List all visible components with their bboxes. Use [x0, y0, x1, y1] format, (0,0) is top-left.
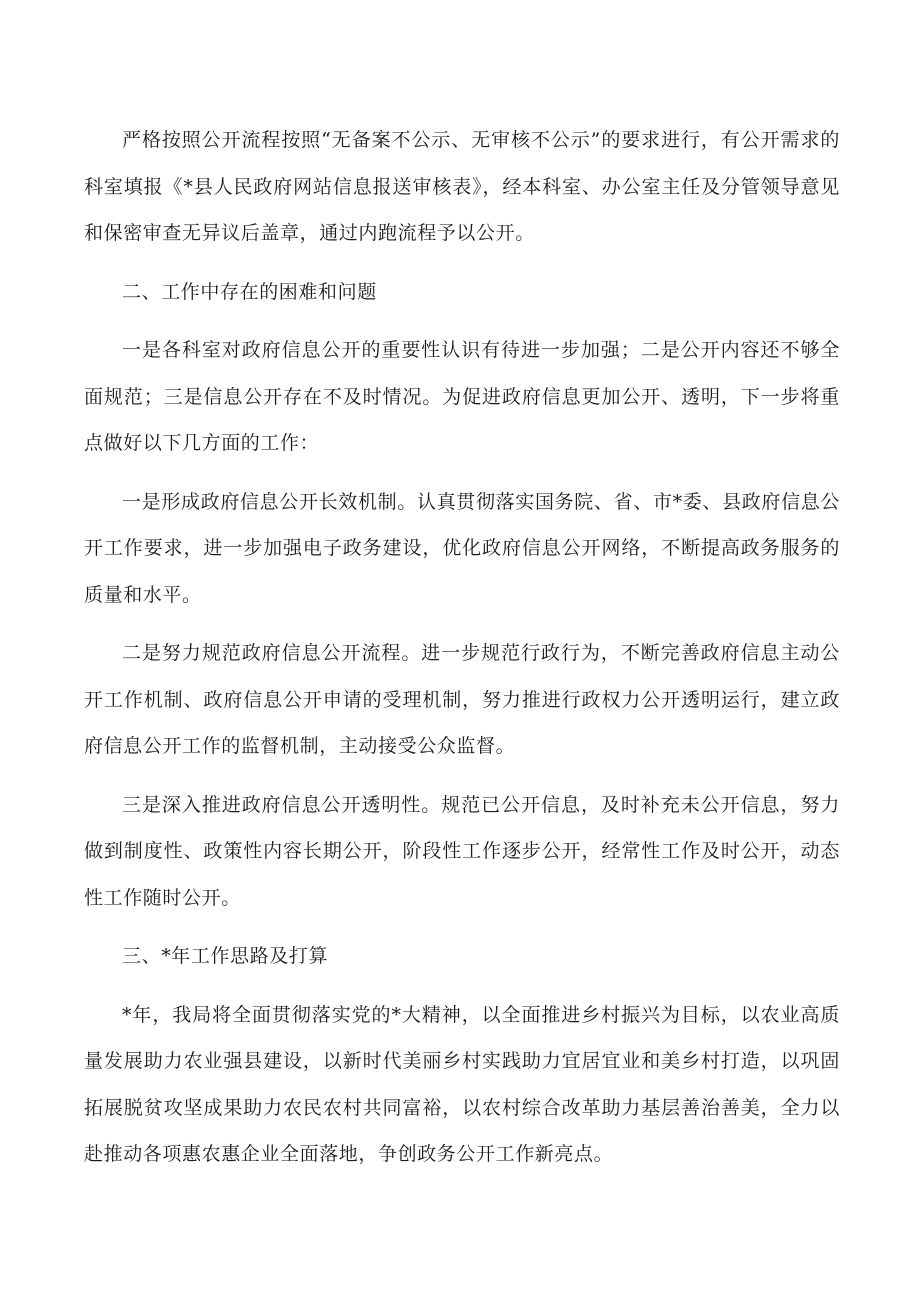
section-heading-difficulties: 二、工作中存在的困难和问题	[122, 280, 377, 303]
paragraph-problems: 一是各科室对政府信息公开的重要性认识有待进一步加强；二是公开内容还不够全面规范；三是信息公开存在不及时情况。为促进政府信息更加公开、透明，下一步将重点做好以下几方面的工作：	[84, 339, 840, 454]
paragraph-disclosure-process: 严格按照公开流程按照“无备案不公示、无审核不公示”的要求进行，有公开需求的科室填报《*县人民政府网站信息报送审核表》，经本科室、办公室主任及分管领导意见和保密审查无异议后盖章，通过内跑流程予以公开。	[84, 129, 840, 244]
paragraph-mechanism: 一是形成政府信息公开长效机制。认真贯彻落实国务院、省、市*委、县政府信息公开工作要求，进一步加强电子政务建设，优化政府信息公开网络，不断提高政务服务的质量和水平。	[84, 490, 840, 606]
paragraph-process-standardization: 二是努力规范政府信息公开流程。进一步规范行政行为，不断完善政府信息主动公开工作机制、政府信息公开申请的受理机制，努力推进行政权力公开透明运行，建立政府信息公开工作的监督机制，主动接受公众监督。	[84, 642, 840, 757]
section-heading-plans: 三、*年工作思路及打算	[122, 945, 329, 967]
document-body	[84, 117, 840, 1190]
paragraph-transparency: 三是深入推进政府信息公开透明性。规范已公开信息，及时补充未公开信息，努力做到制度性、政策性内容长期公开，阶段性工作逐步公开，经常性工作及时公开，动态性工作随时公开。	[84, 793, 840, 909]
paragraph-annual-plan: *年，我局将全面贯彻落实党的*大精神，以全面推进乡村振兴为目标，以农业高质量发展助力农业强县建设，以新时代美丽乡村实践助力宜居宜业和美乡村打造，以巩固拓展脱贫攻坚成果助力农民农村共同富裕，以农村综合改革助力基层善治善美，全力以赴推动各项惠农惠企业全面落地，争创政务公开工作新亮点。	[84, 1003, 840, 1165]
